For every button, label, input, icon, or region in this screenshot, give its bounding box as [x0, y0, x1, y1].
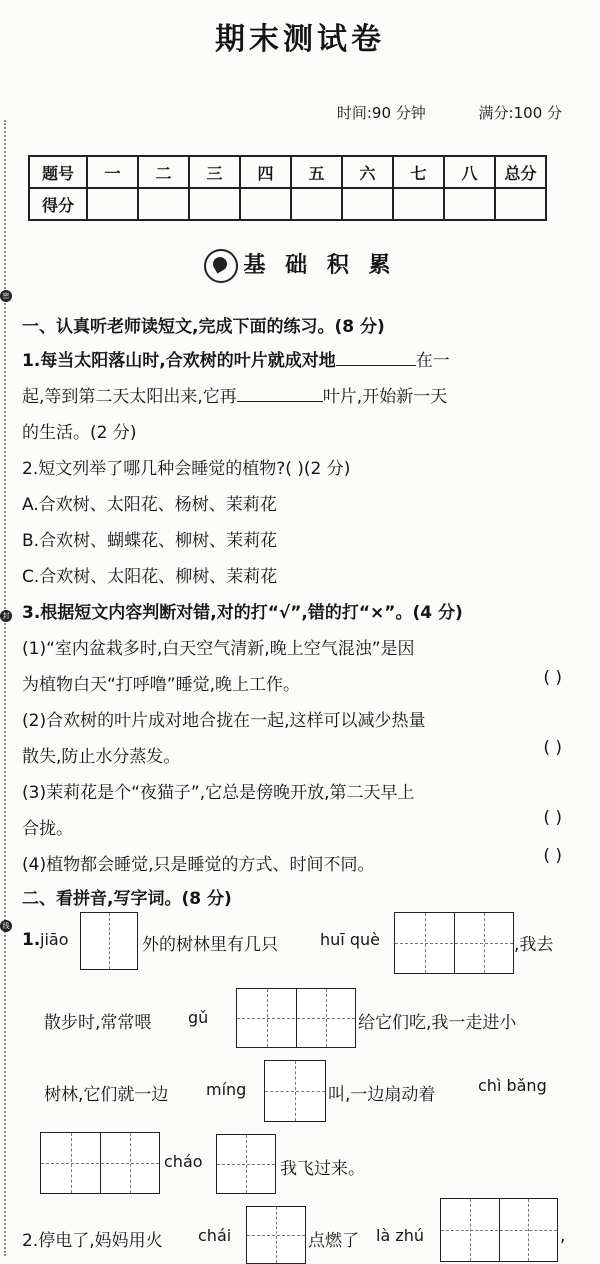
score-row-label: 得分 [29, 188, 87, 220]
word-box[interactable] [236, 988, 356, 1048]
score-header-cell: 总分 [495, 156, 546, 188]
score-header-cell: 四 [240, 156, 291, 188]
sentence-text: , [560, 1226, 566, 1246]
score-header-cell: 六 [342, 156, 393, 188]
answer-blank[interactable] [336, 348, 416, 366]
word-box[interactable] [440, 1198, 558, 1262]
q2-heading: 二、看拼音,写字词。(8 分) [22, 889, 232, 909]
score-header-cell: 题号 [29, 156, 87, 188]
pinyin: gǔ [188, 1008, 209, 1027]
full-score: 满分:100 分 [478, 104, 562, 122]
section-title: 基 础 积 累 [243, 252, 397, 278]
q1-item1-text: 1.每当太阳落山时,合欢树的叶片就成对地 [22, 351, 336, 371]
score-input-cell[interactable] [189, 188, 240, 220]
option-b[interactable]: B.合欢树、蝴蝶花、柳树、茉莉花 [22, 531, 278, 551]
q2-s1-number: 1. [22, 930, 41, 950]
option-a[interactable]: A.合欢树、太阳花、杨树、茉莉花 [22, 495, 277, 515]
q1-heading: 一、认真听老师读短文,完成下面的练习。(8 分) [22, 317, 385, 337]
q1-item3: 3.根据短文内容判断对错,对的打“√”,错的打“×”。(4 分) [22, 603, 463, 623]
binding-mark: 封 [0, 610, 12, 622]
binding-line [2, 120, 10, 1256]
option-c[interactable]: C.合欢树、太阳花、柳树、茉莉花 [22, 567, 278, 587]
section-heading [0, 248, 600, 283]
score-table-score-row [29, 188, 546, 220]
judge-3-line2: 合拢。 [22, 819, 73, 839]
word-box[interactable] [394, 912, 514, 974]
sentence-text: 外的树林里有几只 [142, 935, 278, 955]
char-box[interactable] [216, 1134, 276, 1194]
sentence-text: 点燃了 [308, 1231, 359, 1251]
score-input-cell[interactable] [138, 188, 189, 220]
score-input-cell[interactable] [240, 188, 291, 220]
score-header-cell: 七 [393, 156, 444, 188]
score-table-header-row [29, 156, 546, 188]
judge-4-line1: (4)植物都会睡觉,只是睡觉的方式、时间不同。 [22, 855, 375, 875]
pinyin: là zhú [376, 1226, 425, 1245]
time-limit: 时间:90 分钟 [336, 104, 426, 122]
sentence-text: 树林,它们就一边 [44, 1085, 169, 1105]
sentence-text: 散步时,常常喂 [44, 1013, 152, 1033]
sentence-text: 我飞过来。 [280, 1159, 365, 1179]
word-box[interactable] [40, 1132, 160, 1194]
sentence-text: 2.停电了,妈妈用火 [22, 1231, 163, 1251]
pinyin: chái [198, 1226, 232, 1245]
score-input-cell[interactable] [495, 188, 546, 220]
q1-item1-line1 [22, 346, 450, 371]
q1-item2: 2.短文列举了哪几种会睡觉的植物?( )(2 分) [22, 459, 351, 479]
judge-1-line1: (1)“室内盆栽多时,白天空气清新,晚上空气混浊”是因 [22, 639, 415, 659]
score-header-cell: 五 [291, 156, 342, 188]
pinyin: jiāo [40, 930, 69, 949]
exam-meta [289, 102, 562, 123]
judge-3-line1: (3)茉莉花是个“夜猫子”,它总是傍晚开放,第二天早上 [22, 783, 415, 803]
pinyin: chì bǎng [478, 1076, 547, 1095]
char-box[interactable] [80, 912, 138, 970]
pinyin: huī què [320, 930, 380, 949]
score-header-cell: 二 [138, 156, 189, 188]
binding-mark: 线 [0, 920, 12, 932]
page-title: 期末测试卷 [215, 22, 385, 57]
sentence-text: 叫,一边扇动着 [328, 1085, 436, 1105]
score-input-cell[interactable] [87, 188, 138, 220]
score-header-cell: 一 [87, 156, 138, 188]
judge-1-answer[interactable]: ( ) [543, 668, 562, 688]
judge-1-line2: 为植物白天“打呼噜”睡觉,晚上工作。 [22, 675, 301, 695]
score-input-cell[interactable] [393, 188, 444, 220]
q1-item1-line3: 的生活。(2 分) [22, 423, 137, 443]
q1-item1-text: 起,等到第二天太阳出来,它再 [22, 387, 237, 407]
score-input-cell[interactable] [291, 188, 342, 220]
sentence-text: ,我去 [514, 935, 554, 955]
pinyin: cháo [164, 1152, 203, 1171]
judge-3-answer[interactable]: ( ) [543, 808, 562, 828]
char-box[interactable] [246, 1206, 306, 1264]
score-header-cell: 八 [444, 156, 495, 188]
score-header-cell: 三 [189, 156, 240, 188]
judge-2-line1: (2)合欢树的叶片成对地合拢在一起,这样可以减少热量 [22, 711, 426, 731]
q1-item1-line2 [22, 382, 447, 407]
judge-2-line2: 散失,防止水分蒸发。 [22, 747, 181, 767]
char-box[interactable] [264, 1060, 326, 1122]
pinyin: míng [206, 1080, 247, 1099]
score-input-cell[interactable] [342, 188, 393, 220]
judge-4-answer[interactable]: ( ) [543, 846, 562, 866]
judge-2-answer[interactable]: ( ) [543, 738, 562, 758]
answer-blank[interactable] [237, 384, 323, 402]
leaf-badge-icon [204, 249, 238, 283]
q1-item1-text: 在一 [415, 351, 450, 371]
sentence-text: 给它们吃,我一走进小 [358, 1013, 517, 1033]
binding-mark: 密 [0, 290, 12, 302]
score-table [28, 155, 547, 221]
score-input-cell[interactable] [444, 188, 495, 220]
q1-item1-text: 叶片,开始新一天 [322, 387, 448, 407]
